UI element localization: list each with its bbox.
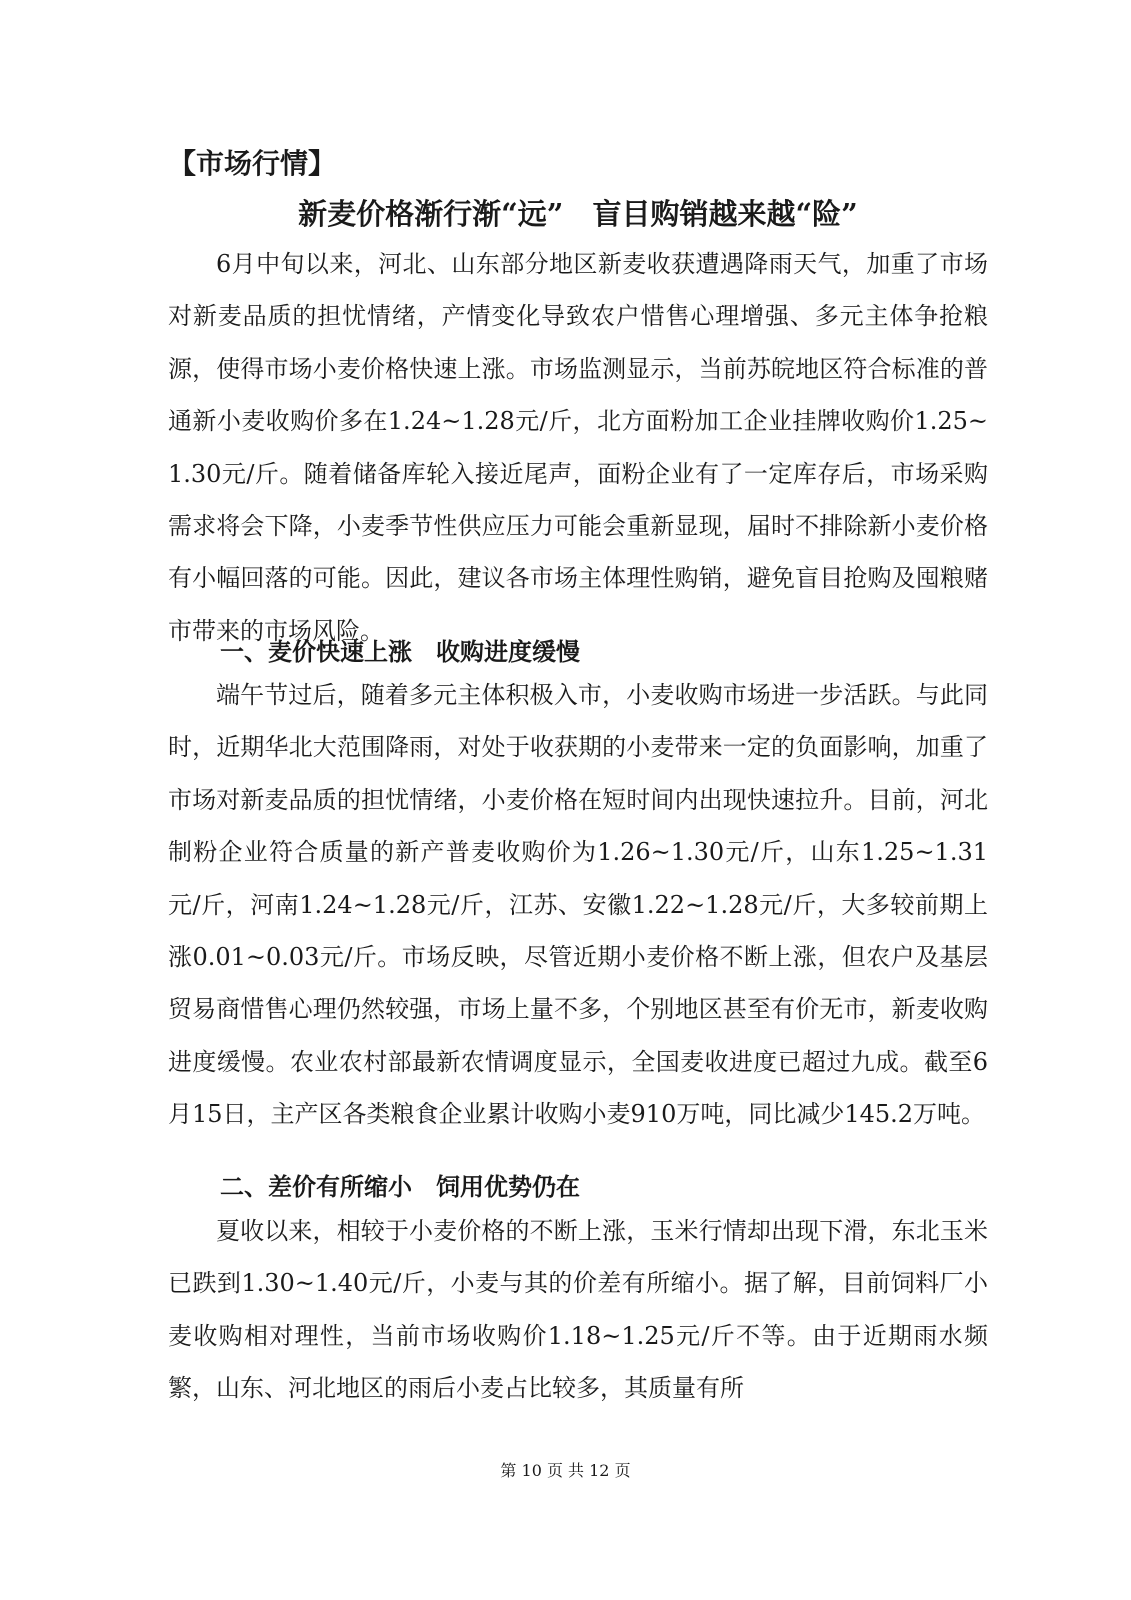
- heading-price-gap: 二、差价有所缩小 饲用优势仍在: [220, 1173, 580, 1201]
- paragraph-price-rise: 端午节过后，随着多元主体积极入市，小麦收购市场进一步活跃。与此同时，近期华北大范围降雨，对处于收获期的小麦带来一定的负面影响，加重了市场对新麦品质的担忧情绪，小麦价格在短时间内出现快速拉升。目前，河北制粉企业符合质量的新产普麦收购价为1.26~1.30元/斤，山东1.25~1.31元/斤，河南1.24~1.28元/斤，江苏、安徽1.22~1.28元/斤，大多较前期上涨0.01~0.03元/斤。市场反映，尽管近期小麦价格不断上涨，但农户及基层贸易商惜售心理仍然较强，市场上量不多，个别地区甚至有价无市，新麦收购进度缓慢。农业农村部最新农情调度显示，全国麦收进度已超过九成。截至6月15日，主产区各类粮食企业累计收购小麦910万吨，同比减少145.2万吨。: [168, 681, 988, 1129]
- heading-price-rise: 一、麦价快速上涨 收购进度缓慢: [220, 638, 580, 666]
- paragraph-price-gap: 夏收以来，相较于小麦价格的不断上涨，玉米行情却出现下滑，东北玉米已跌到1.30~1.40元/斤，小麦与其的价差有所缩小。据了解，目前饲料厂小麦收购相对理性，当前市场收购价1.18~1.25元/斤不等。由于近期雨水频繁，山东、河北地区的雨后小麦占比较多，其质量有所: [168, 1217, 988, 1403]
- article-title: 新麦价格渐行渐“远” 盲目购销越来越“险”: [298, 197, 858, 231]
- section-tag: 【市场行情】: [168, 147, 337, 180]
- page-footer: 第 10 页 共 12 页: [500, 1461, 631, 1480]
- paragraph-intro: 6月中旬以来，河北、山东部分地区新麦收获遭遇降雨天气，加重了市场对新麦品质的担忧情绪，产情变化导致农户惜售心理增强、多元主体争抢粮源，使得市场小麦价格快速上涨。市场监测显示，当前苏皖地区符合标准的普通新小麦收购价多在1.24~1.28元/斤，北方面粉加工企业挂牌收购价1.25~1.30元/斤。随着储备库轮入接近尾声，面粉企业有了一定库存后，市场采购需求将会下降，小麦季节性供应压力可能会重新显现，届时不排除新小麦价格有小幅回落的可能。因此，建议各市场主体理性购销，避免盲目抢购及囤粮赌市带来的市场风险。: [168, 250, 988, 645]
